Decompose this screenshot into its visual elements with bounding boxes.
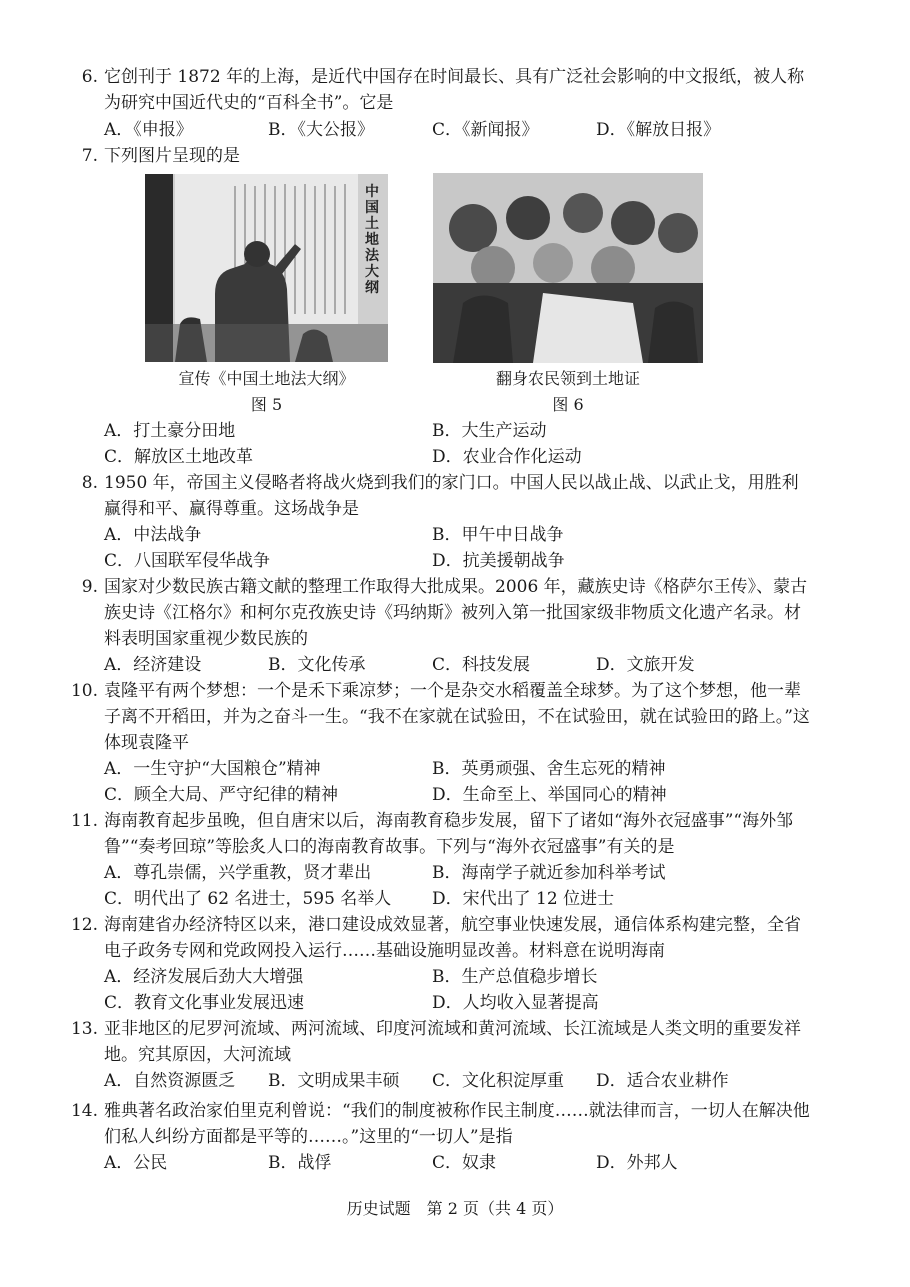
option-d: D．《解放日报》 bbox=[596, 120, 721, 140]
figure-5-label: 图 5 bbox=[250, 395, 283, 414]
question-stem: 袁隆平有两个梦想：一个是禾下乘凉梦；一个是杂交水稻覆盖全球梦。为了这个梦想，他一辈子离不开稻田，并为之奋斗一生。“我不在家就在试验田，不在试验田，就在试验田的路上。”这体现袁隆平 bbox=[104, 681, 810, 753]
option-b: B．甲午中日战争 bbox=[432, 525, 564, 545]
option-b: B．文化传承 bbox=[268, 655, 366, 675]
option-b: B．文明成果丰硕 bbox=[268, 1071, 400, 1091]
question-9-options bbox=[104, 652, 804, 678]
option-a: A．一生守护“大国粮仓”精神 bbox=[104, 759, 321, 779]
option-b: B．大生产运动 bbox=[432, 421, 547, 441]
question-10-options bbox=[104, 756, 804, 808]
option-c: C．奴隶 bbox=[432, 1153, 497, 1173]
question-stem: 亚非地区的尼罗河流域、两河流域、印度河流域和黄河流域、长江流域是人类文明的重要发祥地。究其原因，大河流域 bbox=[104, 1019, 801, 1065]
question-number: 8. bbox=[81, 473, 98, 493]
question-6-options bbox=[104, 117, 804, 143]
question-stem: 国家对少数民族古籍文献的整理工作取得大批成果。2006 年，藏族史诗《格萨尔王传》、蒙古族史诗《江格尔》和柯尔克孜族史诗《玛纳斯》被列入第一批国家级非物质文化遗产名录。材料表明国家重视少数民族的 bbox=[104, 577, 808, 649]
option-c: C．顾全大局、严守纪律的精神 bbox=[104, 785, 339, 805]
question-12-options bbox=[104, 964, 804, 1016]
question-stem: 雅典著名政治家伯里克利曾说：“我们的制度被称作民主制度……就法律而言，一切人在解决他们私人纠纷方面都是平等的……。”这里的“一切人”是指 bbox=[104, 1101, 810, 1147]
question-stem: 海南建省办经济特区以来，港口建设成效显著，航空事业快速发展，通信体系构建完整，全省电子政务专网和党政网投入运行……基础设施明显改善。材料意在说明海南 bbox=[104, 915, 801, 961]
question-stem: 海南教育起步虽晚，但自唐宋以后，海南教育稳步发展，留下了诸如“海外衣冠盛事”“海外邹鲁”“奏考回琼”等脍炙人口的海南教育故事。下列与“海外衣冠盛事”有关的是 bbox=[104, 811, 794, 857]
question-12 bbox=[70, 912, 814, 964]
option-a: A．中法战争 bbox=[104, 525, 202, 545]
option-c: C．科技发展 bbox=[432, 655, 531, 675]
question-13 bbox=[70, 1016, 814, 1068]
question-14-options bbox=[104, 1150, 804, 1176]
figure-6-caption: 翻身农民领到土地证 bbox=[495, 369, 640, 388]
option-b: B．《大公报》 bbox=[268, 120, 374, 140]
question-number: 10. bbox=[70, 681, 98, 701]
option-d: D．适合农业耕作 bbox=[596, 1071, 729, 1091]
option-c: C．明代出了 62 名进士，595 名举人 bbox=[104, 889, 392, 909]
question-10 bbox=[70, 678, 814, 756]
question-number: 6. bbox=[81, 67, 98, 87]
question-number: 9. bbox=[81, 577, 98, 597]
question-stem: 下列图片呈现的是 bbox=[104, 146, 240, 166]
option-d: D．宋代出了 12 位进士 bbox=[432, 889, 615, 909]
question-number: 13. bbox=[70, 1019, 98, 1039]
question-7-options bbox=[104, 418, 804, 470]
question-13-options bbox=[104, 1068, 804, 1094]
question-number: 12. bbox=[70, 915, 98, 935]
option-c: C．八国联军侵华战争 bbox=[104, 551, 271, 571]
option-a: A．经济发展后劲大大增强 bbox=[104, 967, 304, 987]
question-9 bbox=[74, 574, 814, 652]
question-11-options bbox=[104, 860, 804, 912]
question-8 bbox=[74, 470, 814, 522]
option-c: C．文化积淀厚重 bbox=[432, 1071, 565, 1091]
option-b: B．战俘 bbox=[268, 1153, 332, 1173]
question-11 bbox=[70, 808, 814, 860]
option-b: B．海南学子就近参加科举考试 bbox=[432, 863, 666, 883]
figure-6-label: 图 6 bbox=[552, 395, 584, 414]
option-a: A．公民 bbox=[104, 1153, 168, 1173]
question-8-options bbox=[104, 522, 804, 574]
figure-6-photo bbox=[433, 173, 703, 363]
option-d: D．农业合作化运动 bbox=[432, 447, 582, 467]
option-d: D．人均收入显著提高 bbox=[432, 993, 599, 1013]
farmers-photo-illustration bbox=[433, 173, 703, 363]
option-a: A．《申报》 bbox=[104, 120, 193, 140]
option-d: D．生命至上、举国同心的精神 bbox=[432, 785, 667, 805]
question-14 bbox=[70, 1098, 814, 1150]
option-d: D．文旅开发 bbox=[596, 655, 695, 675]
question-stem: 它创刊于 1872 年的上海，是近代中国存在时间最长、具有广泛社会影响的中文报纸，被人称为研究中国近代史的“百科全书”。它是 bbox=[104, 67, 805, 113]
option-d: D．外邦人 bbox=[596, 1153, 678, 1173]
option-c: C．解放区土地改革 bbox=[104, 447, 254, 467]
option-a: A．自然资源匮乏 bbox=[104, 1071, 236, 1091]
option-c: C．教育文化事业发展迅速 bbox=[104, 993, 305, 1013]
figure-5-photo bbox=[145, 174, 388, 362]
question-6 bbox=[74, 64, 814, 116]
option-a: A．打土豪分田地 bbox=[104, 421, 236, 441]
option-d: D．抗美援朝战争 bbox=[432, 551, 565, 571]
question-stem: 1950 年，帝国主义侵略者将战火烧到我们的家门口。中国人民以战止战、以武止戈，用胜利赢得和平、赢得尊重。这场战争是 bbox=[104, 473, 799, 519]
question-number: 14. bbox=[70, 1101, 98, 1121]
option-b: B．生产总值稳步增长 bbox=[432, 967, 598, 987]
question-7 bbox=[74, 143, 814, 169]
option-c: C．《新闻报》 bbox=[432, 120, 539, 140]
poster-title-text: 中国土地法大纲 bbox=[365, 184, 379, 296]
option-a: A．尊孔崇儒，兴学重教，贤才辈出 bbox=[104, 863, 372, 883]
question-number: 11. bbox=[70, 811, 98, 831]
page-footer: 历史试题 第 2 页（共 4 页） bbox=[346, 1199, 564, 1218]
option-a: A．经济建设 bbox=[104, 655, 202, 675]
option-b: B．英勇顽强、舍生忘死的精神 bbox=[432, 759, 666, 779]
question-number: 7. bbox=[81, 146, 98, 166]
figure-5-caption: 宣传《中国土地法大纲》 bbox=[178, 369, 355, 388]
propaganda-photo-illustration bbox=[145, 174, 388, 362]
